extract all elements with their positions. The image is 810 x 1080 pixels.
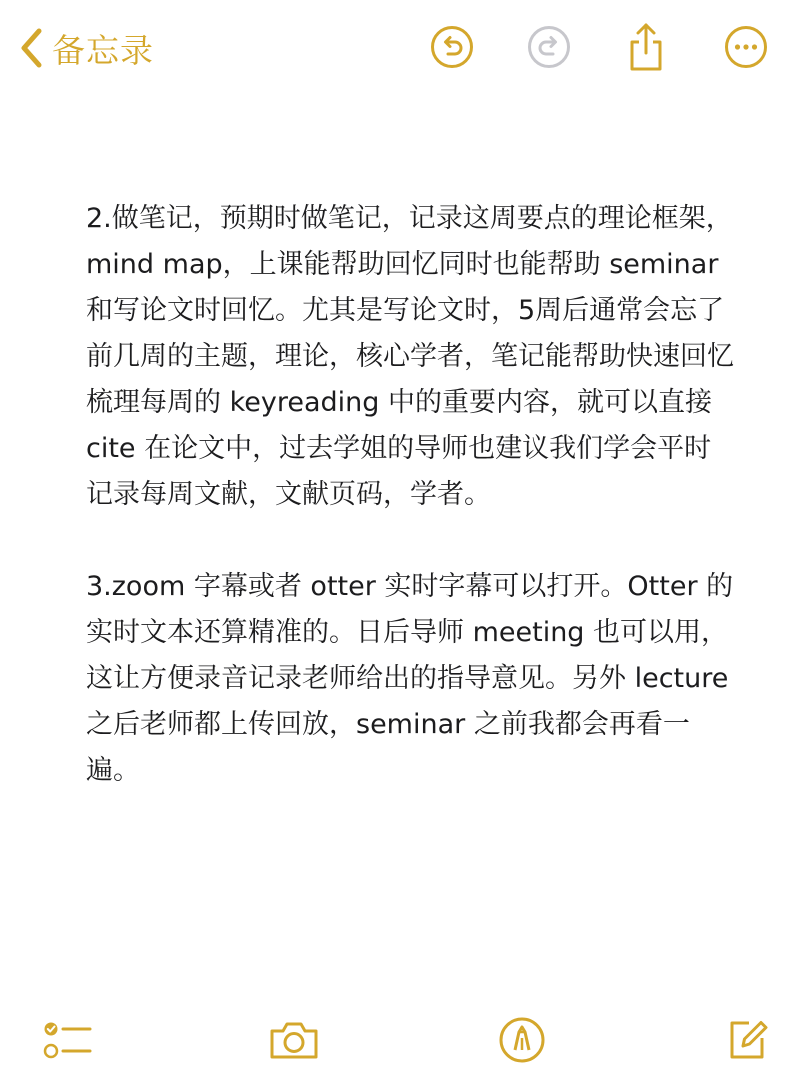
undo-icon [430,25,474,69]
markup-pen-icon [498,1016,546,1064]
redo-icon [527,25,571,69]
share-button[interactable] [621,22,671,72]
note-paragraph: 3.zoom 字幕或者 otter 实时字幕可以打开。Otter 的实时文本还算精准的。日后导师 meeting 也可以用，这让方便录音记录老师给出的指导意见。另外 lecture 之后老师都上传回放，seminar 之前我都会再看一遍。 [86,571,737,786]
navigation-bar [0,0,810,96]
paragraph-gap [86,518,736,564]
markup-button[interactable] [494,1012,550,1068]
bottom-toolbar [0,1012,810,1072]
undo-button[interactable] [427,22,477,72]
compose-button[interactable] [719,1012,775,1068]
compose-icon [723,1016,771,1064]
back-button[interactable] [18,22,154,74]
note-paragraph: 2.做笔记，预期时做笔记，记录这周要点的理论框架，mind map，上课能帮助回忆同时也能帮助 seminar 和写论文时回忆。尤其是写论文时，5周后通常会忘了前几周的主题，理论，核心学者，笔记能帮助快速回忆梳理每周的 keyreading 中的重要内容，就可以直接 cite 在论文中，过去学姐的导师也建议我们学会平时记录每周文献，文献页码，学者。 [86,203,734,510]
note-body[interactable] [86,196,736,794]
back-label: 备忘录 [52,30,154,70]
camera-button[interactable] [266,1012,322,1068]
chevron-left-icon [18,26,44,70]
checklist-icon [42,1018,94,1062]
more-icon [724,25,768,69]
more-button[interactable] [721,22,771,72]
share-icon [624,21,668,73]
camera-icon [267,1018,321,1062]
redo-button[interactable] [524,22,574,72]
checklist-button[interactable] [40,1012,96,1068]
